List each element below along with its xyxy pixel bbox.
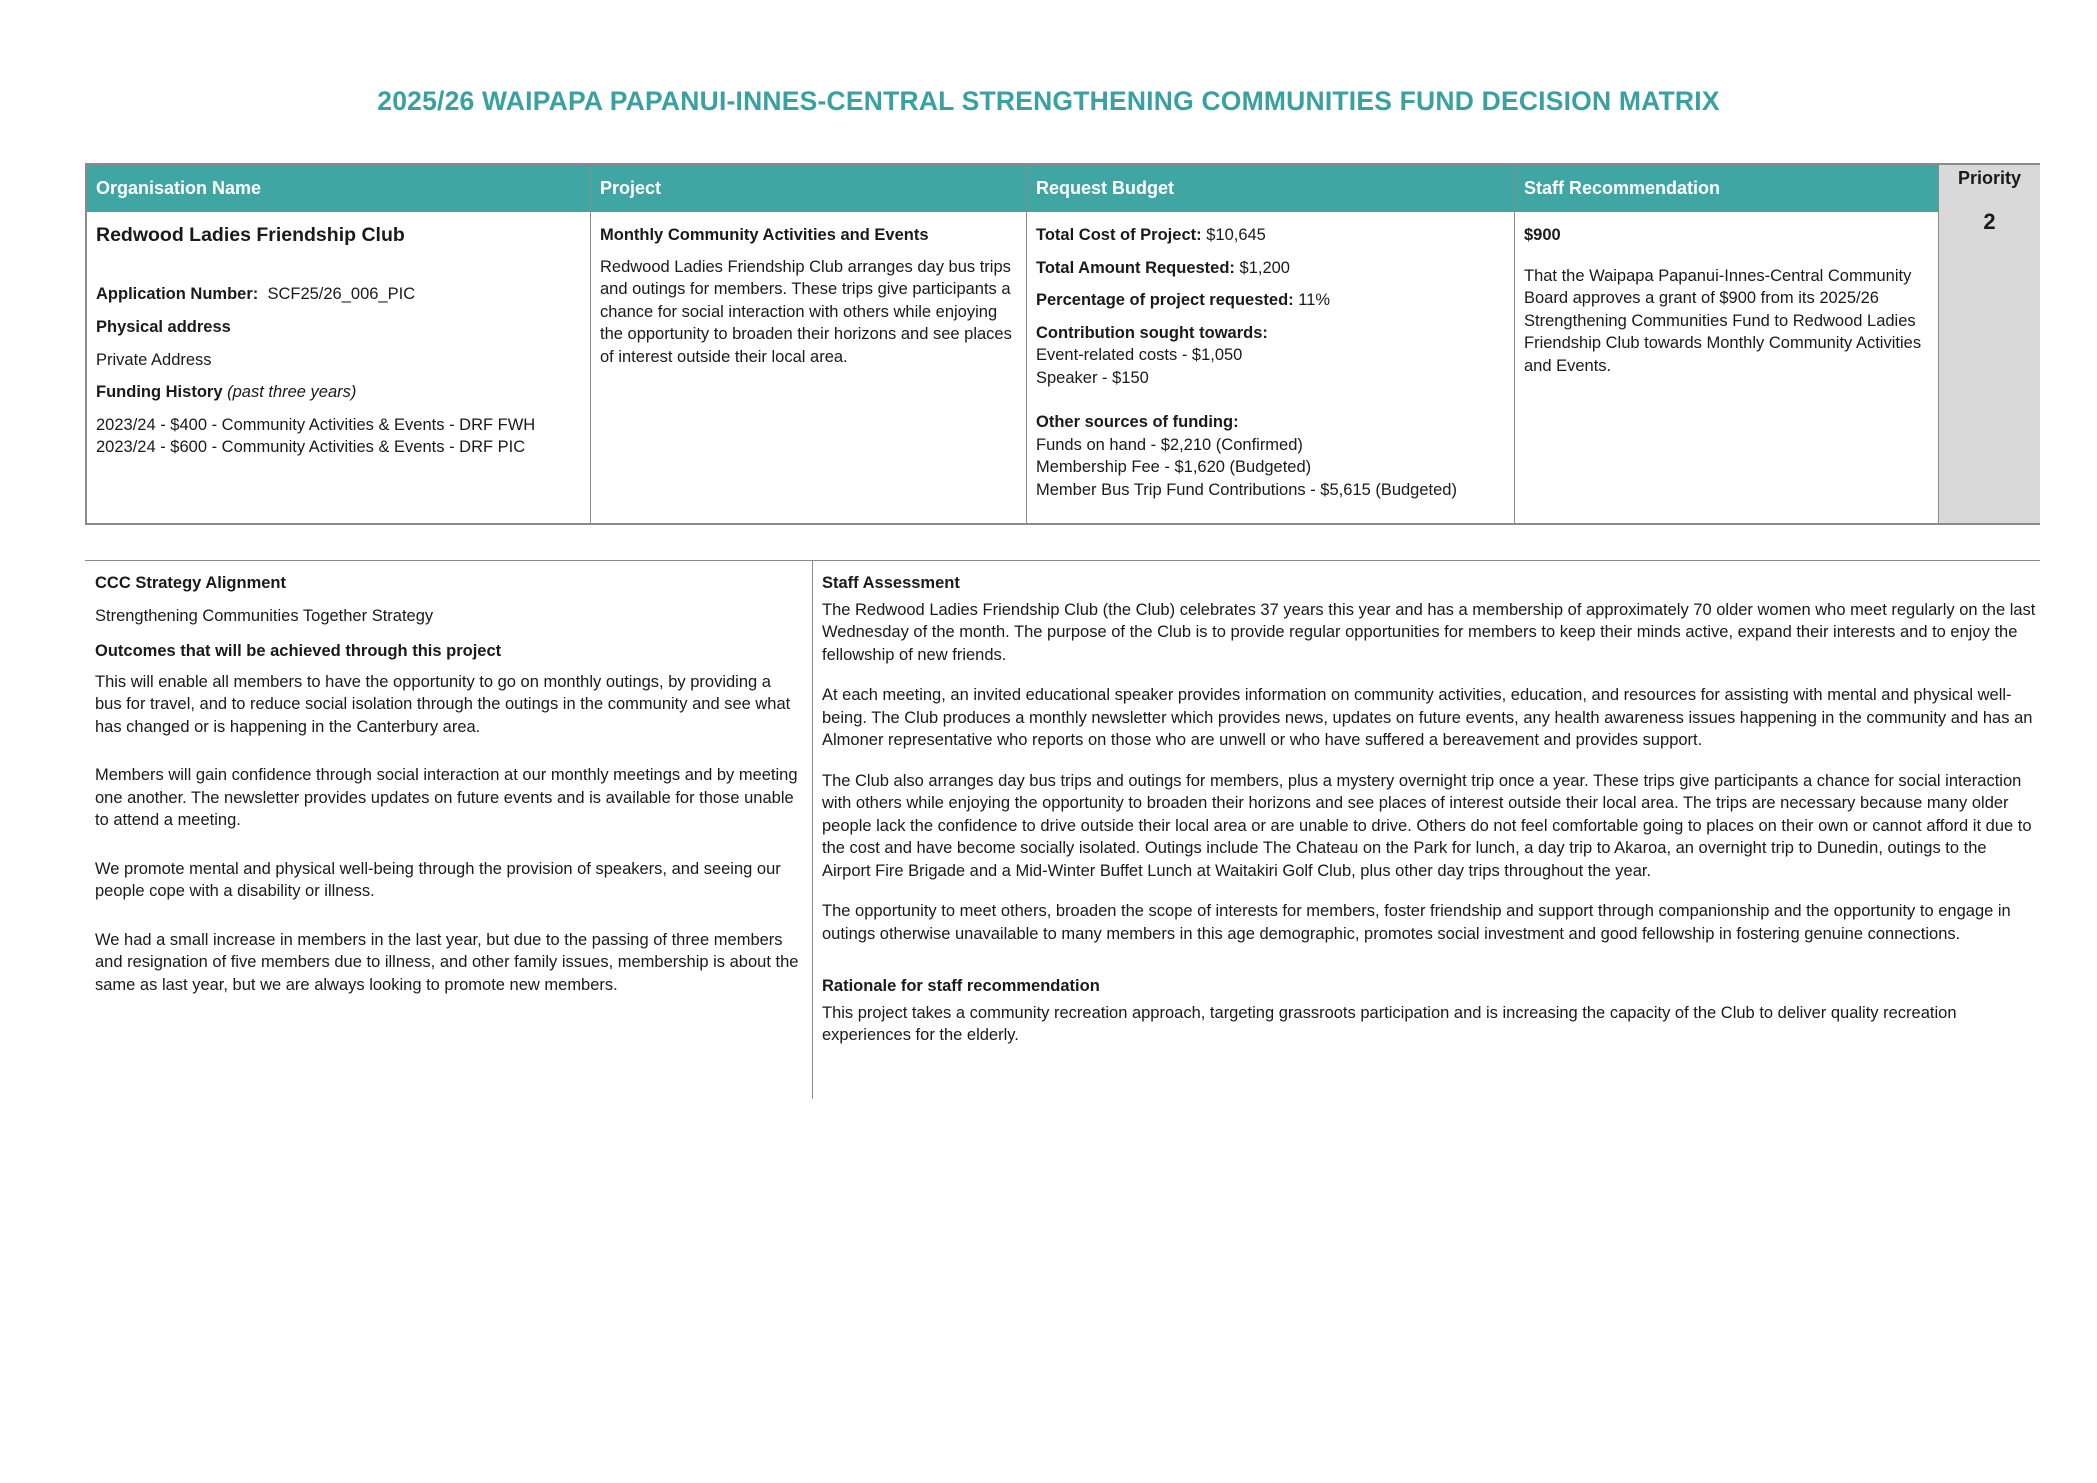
- contribution-label: Contribution sought towards:: [1036, 323, 1268, 342]
- physical-address-value: Private Address: [96, 350, 212, 369]
- other-funding-item: Member Bus Trip Fund Contributions - $5,615 (Budgeted): [1036, 480, 1457, 499]
- request-budget-column: [1026, 165, 1514, 523]
- outcome-paragraph: We promote mental and physical well-being through the provision of speakers, and seeing our people cope with a disability or illness.: [95, 859, 781, 900]
- assessment-paragraph: The Redwood Ladies Friendship Club (the Club) celebrates 37 years this year and has a membership of approximately 70 older women who meet regularly on the last Wednesday of the month. The purpose of the Club is to provide regular opportunities for members to keep their minds active, expand their interests and to enjoy the fellowship of new friends.: [822, 600, 2036, 664]
- funding-history-heading: [96, 381, 581, 404]
- decision-matrix-table: [85, 163, 2040, 525]
- other-funding-item: Membership Fee - $1,620 (Budgeted): [1036, 458, 1312, 476]
- funding-history-item: 2023/24 - $600 - Community Activities & Events - DRF PIC: [96, 438, 526, 456]
- outcome-paragraph: Members will gain confidence through social interaction at our monthly meetings and by meeting one another. The newsletter provides updates on future events and is available for those unable to attend a meeting.: [95, 766, 798, 829]
- outcomes-label: Outcomes that will be achieved through this project: [95, 642, 502, 660]
- total-cost: [1036, 224, 1505, 247]
- funding-history-note: (past three years): [227, 383, 357, 401]
- percentage-requested: [1036, 289, 1505, 312]
- column-divider: [812, 561, 813, 1099]
- organisation-column: [87, 165, 590, 523]
- project-title: Monthly Community Activities and Events: [600, 226, 929, 244]
- application-number: [96, 283, 581, 306]
- recommended-amount: $900: [1524, 226, 1561, 244]
- rationale-label: Rationale for staff recommendation: [822, 977, 1100, 995]
- staff-recommendation-header: Staff Recommendation: [1515, 165, 1938, 212]
- project-description: Redwood Ladies Friendship Club arranges day bus trips and outings for members. These trips give participants a chance for social interaction with others while enjoying the opportunity to broaden their horizons and see places of interest outside their local area.: [600, 257, 1012, 366]
- page-title: 2025/26 WAIPAPA PAPANUI-INNES-CENTRAL STRENGTHENING COMMUNITIES FUND DECISION MATRIX: [377, 86, 1720, 116]
- funding-history-label: Funding History: [96, 383, 223, 401]
- priority-header: Priority: [1957, 168, 2022, 188]
- section-divider: [85, 560, 2040, 561]
- funding-history-item: 2023/24 - $400 - Community Activities & Events - DRF FWH: [96, 415, 536, 434]
- percentage-requested-value: 11%: [1298, 291, 1331, 309]
- staff-assessment-label: Staff Assessment: [822, 574, 960, 592]
- recommendation-text: That the Waipapa Papanui-Innes-Central Community Board approves a grant of $900 from its 2025/26 Strengthening Communities Fund to Redwood Ladies Friendship Club towards Monthly Community Activities and Events.: [1524, 266, 1922, 375]
- total-cost-value: $10,645: [1206, 226, 1266, 244]
- strategy-alignment-section: [95, 572, 800, 996]
- rationale-text: This project takes a community recreation approach, targeting grassroots participation and is increasing the capacity of the Club to deliver quality recreation experiences for the elderly.: [822, 1003, 1957, 1044]
- staff-assessment-section: [822, 572, 2037, 1047]
- outcome-paragraph: This will enable all members to have the opportunity to go on monthly outings, by providing a bus for travel, and to reduce social isolation through the outings in the community and see what has changed or is happening in the Canterbury area.: [95, 672, 791, 736]
- assessment-paragraph: The Club also arranges day bus trips and outings for members, plus a mystery overnight trip once a year. These trips give participants a chance for social interaction with others while enjoying the opportunity to broaden their horizons and see places of interest outside their local area. The trips are necessary because many older people lack the confidence to drive outside their local area or are unable to drive. Others do not feel comfortable going to places on their own or cannot afford it due to the cost and have become socially isolated. Outings include The Chateau on the Park for lunch, a day trip to Akaroa, an overnight trip to Dunedin, outings to the Airport Fire Brigade and a Mid-Winter Buffet Lunch at Waitakiri Golf Club, plus other day trips throughout the year.: [822, 771, 2032, 880]
- project-header: Project: [591, 165, 1026, 212]
- assessment-paragraph: The opportunity to meet others, broaden the scope of interests for members, foster friendship and support through companionship and the opportunity to engage in outings otherwise unavailable to many members in this age demographic, promotes social investment and good fellowship in fostering genuine connections.: [822, 902, 2011, 943]
- priority-value: 2: [1983, 209, 1996, 234]
- staff-recommendation-column: [1514, 165, 1938, 523]
- contribution-item: Speaker - $150: [1036, 368, 1149, 387]
- total-cost-label: Total Cost of Project:: [1036, 226, 1202, 244]
- contribution-item: Event-related costs - $1,050: [1036, 346, 1243, 364]
- assessment-paragraph: At each meeting, an invited educational speaker provides information on community activities, education, and resources for assisting with mental and physical well-being. The Club produces a monthly newsletter which provides news, updates on future events, any health awareness issues happening in the community and has an Almoner representative who reports on those who are unwell or who have suffered a bereavement and provides support.: [822, 686, 2033, 749]
- project-column: [590, 165, 1026, 523]
- other-funding-label: Other sources of funding:: [1036, 413, 1239, 431]
- strategy-alignment-value: Strengthening Communities Together Strategy: [95, 606, 434, 625]
- organisation-name: Redwood Ladies Friendship Club: [96, 224, 405, 246]
- physical-address-label: Physical address: [96, 318, 231, 336]
- amount-requested-value: $1,200: [1239, 258, 1290, 277]
- strategy-alignment-label: CCC Strategy Alignment: [95, 574, 286, 592]
- other-funding-item: Funds on hand - $2,210 (Confirmed): [1036, 435, 1303, 454]
- application-number-value: SCF25/26_006_PIC: [267, 284, 416, 303]
- application-number-label: Application Number:: [96, 284, 259, 303]
- amount-requested-label: Total Amount Requested:: [1036, 258, 1235, 277]
- priority-column: [1938, 165, 2040, 523]
- outcome-paragraph: We had a small increase in members in the last year, but due to the passing of three members and resignation of five members due to illness, and other family issues, membership is about the same as last year, but we are always looking to promote new members.: [95, 930, 799, 994]
- organisation-header: Organisation Name: [87, 165, 590, 212]
- request-budget-header: Request Budget: [1027, 165, 1514, 212]
- percentage-requested-label: Percentage of project requested:: [1036, 291, 1294, 309]
- amount-requested: [1036, 257, 1505, 280]
